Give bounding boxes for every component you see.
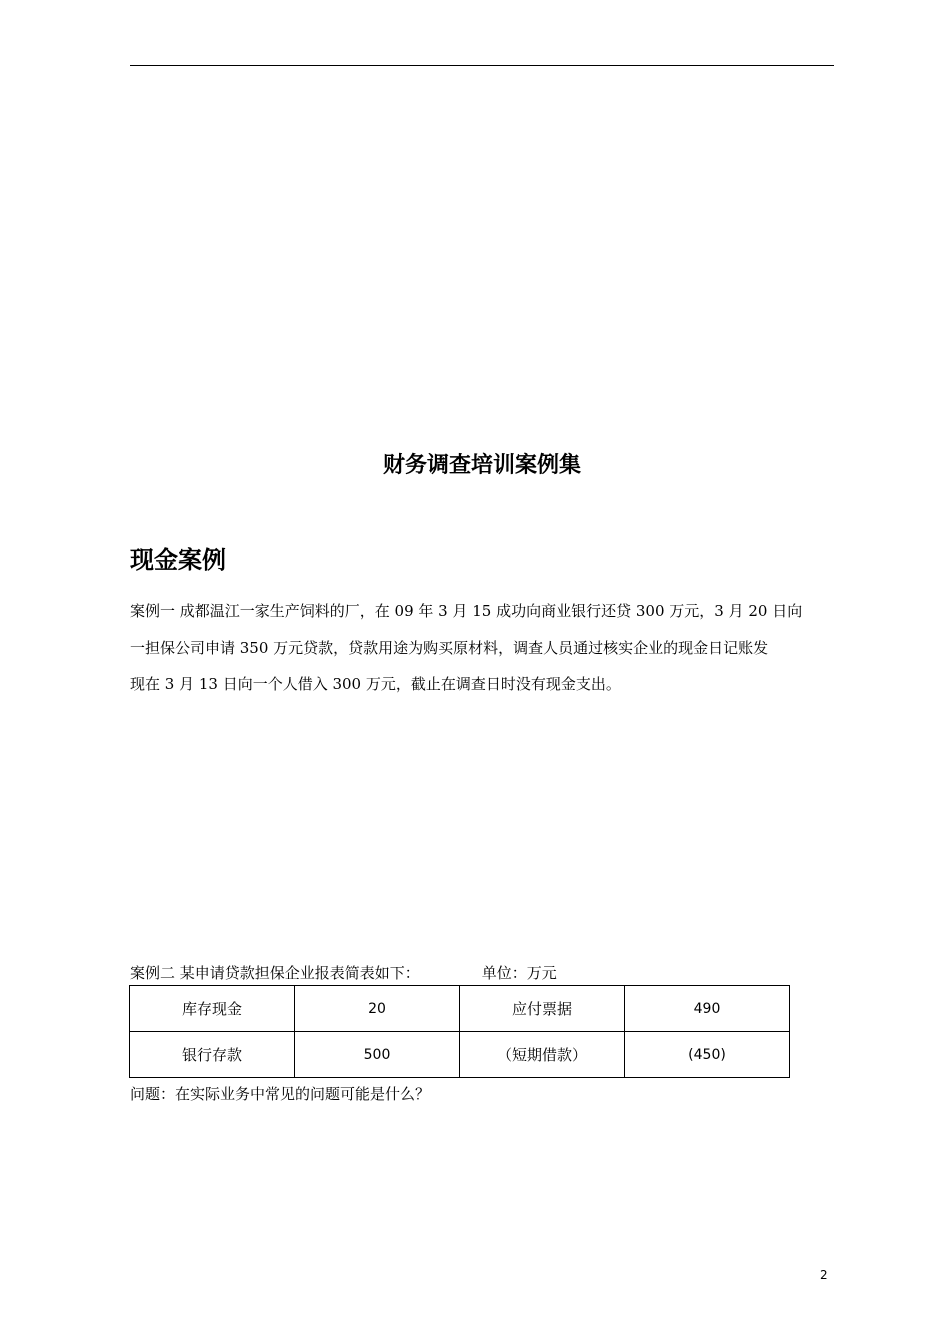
case2-intro-text: 案例二 某申请贷款担保企业报表简表如下： <box>130 964 420 982</box>
table-cell: (450) <box>625 1032 790 1078</box>
case1-line-3: 现在 3 月 13 日向一个人借入 300 万元，截止在调查日时没有现金支出。 <box>130 675 621 693</box>
table-row <box>130 1032 790 1078</box>
header-rule <box>130 65 834 66</box>
table-cell: 500 <box>295 1032 460 1078</box>
question-text: 问题：在实际业务中常见的问题可能是什么？ <box>130 1085 431 1103</box>
case1-line-2: 一担保公司申请 350 万元贷款，贷款用途为购买原材料，调查人员通过核实企业的现金日记账发 <box>130 638 769 657</box>
table-cell: 应付票据 <box>460 986 625 1032</box>
table-cell: 490 <box>625 986 790 1032</box>
table-cell: 库存现金 <box>130 986 295 1032</box>
unit-label: 单位：万元 <box>481 964 557 982</box>
report-table <box>129 985 790 1078</box>
case1-line-1: 案例一 成都温江一家生产饲料的厂，在 09 年 3 月 15 成功向商业银行还贷 300 万元，3 月 20 日向 <box>130 602 803 620</box>
section-heading: 现金案例 <box>130 546 226 574</box>
table-cell: 银行存款 <box>130 1032 295 1078</box>
table-cell: 20 <box>295 986 460 1032</box>
table-row <box>130 986 790 1032</box>
case2-intro <box>130 962 557 984</box>
case1-paragraph <box>130 593 836 703</box>
document-title: 财务调查培训案例集 <box>382 453 581 478</box>
page-number: 2 <box>820 1268 828 1282</box>
table-cell: （短期借款） <box>460 1032 625 1078</box>
